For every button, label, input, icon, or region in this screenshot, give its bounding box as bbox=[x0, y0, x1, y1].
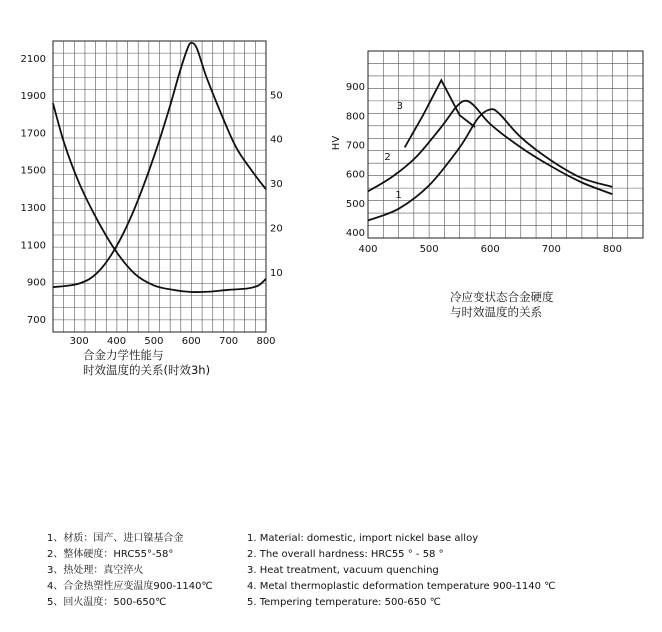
x-tick-label: 700 bbox=[541, 244, 561, 255]
y-right-tick-label: 30 bbox=[270, 179, 283, 191]
spec-cn-item: 3、热处理：真空淬火 bbox=[47, 565, 144, 576]
y-left-tick-label: 1500 bbox=[20, 165, 46, 177]
chart1-caption-line2: 时效温度的关系(时效3h) bbox=[83, 363, 211, 377]
spec-cn-item: 1、材质：国产、进口镍基合金 bbox=[47, 533, 184, 544]
y-left-tick-label: 1300 bbox=[20, 203, 46, 215]
y-right-tick-label: 20 bbox=[270, 223, 283, 235]
x-tick-label: 800 bbox=[602, 244, 622, 255]
spec-en-item: 3. Heat treatment, vacuum quenching bbox=[247, 565, 439, 576]
y-right-tick-label: 10 bbox=[270, 268, 283, 280]
spec-en-item: 4. Metal thermoplastic deformation temperature 900-1140 ℃ bbox=[247, 581, 556, 592]
spec-cn-item: 2、整体硬度：HRC55°-58° bbox=[47, 549, 174, 560]
spec-list-cn bbox=[47, 531, 213, 611]
y-axis-label: HV bbox=[331, 135, 342, 151]
curve-label-1: 1 bbox=[395, 190, 402, 202]
curve-label-2: 2 bbox=[384, 152, 391, 164]
x-tick-label: 600 bbox=[480, 244, 500, 255]
x-tick-label: 300 bbox=[69, 336, 89, 345]
x-tick-label: 700 bbox=[219, 336, 239, 345]
x-tick-label: 800 bbox=[256, 336, 276, 345]
x-tick-label: 400 bbox=[106, 336, 127, 345]
chart2-caption-line1: 冷应变状态合金硬度 bbox=[450, 290, 554, 304]
y-left-tick-label: 700 bbox=[26, 314, 46, 326]
x-tick-label: 400 bbox=[358, 244, 378, 255]
y-tick-label: 800 bbox=[345, 111, 365, 123]
y-tick-label: 700 bbox=[345, 140, 365, 152]
y-right-tick-label: 40 bbox=[270, 134, 283, 146]
y-tick-label: 900 bbox=[345, 82, 365, 94]
x-tick-label: 600 bbox=[181, 336, 201, 345]
chart1-caption-line1: 合金力学性能与 bbox=[83, 348, 164, 362]
y-tick-label: 500 bbox=[345, 198, 365, 210]
y-left-tick-label: 1900 bbox=[20, 91, 46, 103]
chart-mechanical-properties bbox=[0, 0, 300, 345]
y-left-tick-label: 1100 bbox=[20, 240, 46, 252]
spec-list-en bbox=[247, 531, 555, 611]
chart2-caption-line2: 与时效温度的关系 bbox=[450, 305, 542, 319]
chart-hardness bbox=[320, 40, 650, 265]
y-tick-label: 600 bbox=[345, 169, 365, 181]
y-left-tick-label: 900 bbox=[26, 277, 46, 289]
spec-cn-item: 5、回火温度：500-650℃ bbox=[47, 597, 167, 608]
spec-en-item: 5. Tempering temperature: 500-650 ℃ bbox=[247, 597, 441, 608]
spec-en-item: 2. The overall hardness: HRC55 ° - 58 ° bbox=[247, 549, 444, 560]
spec-cn-item: 4、合金热塑性应变温度900-1140℃ bbox=[47, 581, 213, 592]
chart1-caption bbox=[83, 348, 210, 378]
y-right-tick-label: 50 bbox=[270, 90, 283, 102]
chart2-caption bbox=[450, 290, 554, 320]
y-left-tick-label: 1700 bbox=[20, 128, 46, 140]
y-left-tick-label: 2100 bbox=[20, 53, 46, 65]
y-tick-label: 400 bbox=[345, 228, 365, 240]
spec-en-item: 1. Material: domestic, import nickel base alloy bbox=[247, 533, 479, 544]
x-tick-label: 500 bbox=[419, 244, 439, 255]
series-line-3 bbox=[405, 80, 475, 147]
x-tick-label: 500 bbox=[144, 336, 164, 345]
curve-label-3: 3 bbox=[396, 101, 403, 113]
